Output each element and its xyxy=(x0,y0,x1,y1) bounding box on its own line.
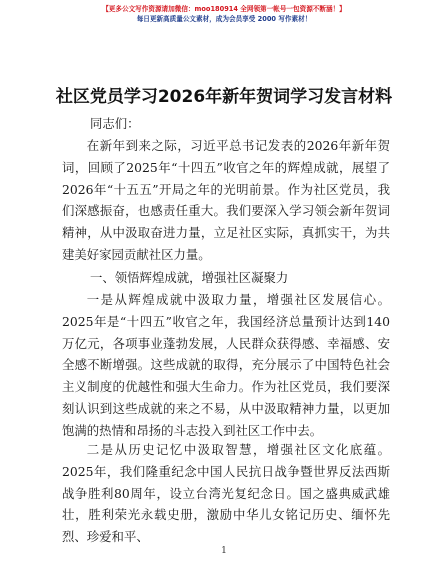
promo-banner-line-2: 每日更新高质量公文素材，成为会员享受 2000 写作素材！ xyxy=(136,15,312,23)
paragraph-intro xyxy=(62,135,390,266)
paragraph-achievements xyxy=(62,289,390,442)
page-number: 1 xyxy=(221,546,227,556)
document-title: 社区党员学习2026年新年贺词学习发言材料 xyxy=(55,87,393,107)
paragraph-text: 一是从辉煌成就中汲取力量，增强社区发展信心。2025年是“十四五”收官之年，我国经济总量预计达到140万亿元，各项事业蓬勃发展，人民群众获得感、幸福感、安全感不断增强。这些成就的取得，充分展示了中国特色社会主义制度的优越性和强大生命力。作为社区党员，我们要深刻认识到这些成就的来之不易，从中汲取精神力量，以更加饱满的热情和昂扬的斗志投入到社区工作中去。 xyxy=(62,292,390,438)
paragraph-text: 在新年到来之际，习近平总书记发表的2026年新年贺词，回顾了2025年“十四五”收官之年的辉煌成就，展望了2026年“十五五”开局之年的光明前景。作为社区党员，我们深感振奋，也感责任重大。我们要深入学习领会新年贺词精神，从中汲取奋进力量，立足社区实际，真抓实干，为共建美好家园贡献社区力量。 xyxy=(62,138,390,262)
paragraph-text: 二是从历史记忆中汲取智慧，增强社区文化底蕴。2025年，我们隆重纪念中国人民抗日战争暨世界反法西斯战争胜利80周年，设立台湾光复纪念日。国之盛典威武雄壮，胜利荣光永载史册，激励中华儿女铭记历史、缅怀先烈、珍爱和平、 xyxy=(62,442,390,545)
promo-banner-line-1: 【更多公文写作资源请加微信：moo180914 全网领第一帐号一包资源不断涵！】 xyxy=(102,5,346,13)
paragraph-history xyxy=(62,439,390,548)
section-heading: 一、领悟辉煌成就，增强社区凝聚力 xyxy=(90,270,289,285)
greeting: 同志们： xyxy=(90,116,140,131)
